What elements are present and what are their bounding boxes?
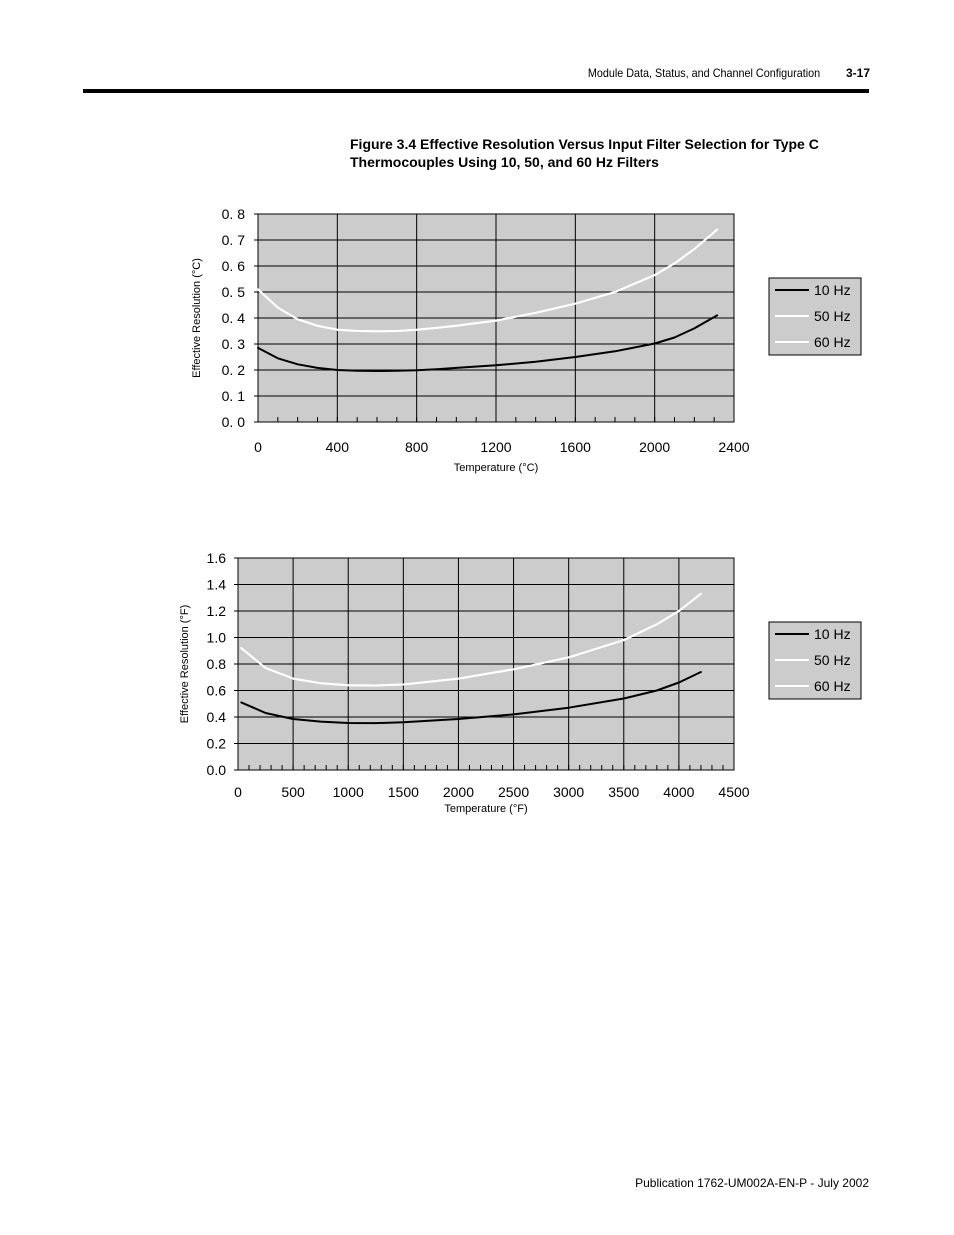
x-tick-label: 4000 [663,784,695,800]
legend [769,278,861,355]
x-tick-label: 2500 [497,784,530,800]
legend-label: 10 Hz [814,626,851,642]
x-tick-label: 400 [325,439,350,455]
y-tick-label: 0. 2 [221,362,245,378]
x-tick-label: 3500 [608,784,640,800]
legend-label: 60 Hz [814,678,851,694]
x-tick-label: 1600 [559,439,591,455]
x-axis-label: Temperature (°F) [444,803,528,815]
y-tick-label: 0.0 [206,762,226,778]
legend-label: 50 Hz [814,308,851,324]
y-tick-label: 0. 0 [221,414,245,430]
y-tick-label: 0.8 [206,656,226,672]
x-tick-label: 1200 [480,439,512,455]
y-tick-label: 0. 1 [221,388,245,404]
x-tick-label: 3000 [553,784,585,800]
y-tick-label: 0.6 [206,682,226,699]
figure-caption-line-1: Figure 3.4 Effective Resolution Versus Input Filter Selection for Type C [350,136,819,152]
y-axis-label: Effective Resolution (°F) [179,604,191,724]
x-tick-label: 2000 [442,784,475,800]
y-tick-label: 0. 3 [221,336,245,352]
y-tick-label: 0. 6 [221,258,245,274]
x-tick-label: 1000 [332,784,364,800]
page-number: 3-17 [846,66,871,80]
chart-1 [191,206,861,474]
y-tick-label: 1.0 [206,629,226,646]
y-tick-label: 0. 5 [221,284,245,300]
x-tick-label: 800 [404,439,429,455]
legend-label: 10 Hz [814,282,851,298]
legend [769,622,861,699]
x-tick-label: 0 [254,439,262,455]
y-tick-label: 1.2 [206,603,226,619]
chart-2 [179,550,861,815]
legend-label: 50 Hz [814,652,851,668]
x-tick-label: 2400 [718,439,750,455]
y-tick-label: 0. 8 [221,206,245,222]
legend-label: 60 Hz [814,334,851,350]
x-axis-label: Temperature (°C) [453,462,539,474]
footer-publication: Publication 1762-UM002A-EN-P - July 2002 [635,1176,869,1190]
figure-caption-line-2: Thermocouples Using 10, 50, and 60 Hz Filters [350,154,659,170]
x-tick-label: 500 [281,784,305,800]
y-tick-label: 0. 7 [221,232,245,248]
y-tick-label: 1.4 [206,576,226,593]
x-tick-label: 2000 [639,439,671,455]
y-tick-label: 0. 4 [221,310,245,326]
y-tick-label: 0.2 [206,735,226,752]
y-tick-label: 0.4 [206,709,226,725]
y-axis-label: Effective Resolution (°C) [191,258,203,378]
x-tick-label: 4500 [718,784,750,800]
x-tick-label: 1500 [387,784,419,800]
y-tick-label: 1.6 [206,550,226,566]
x-tick-label: 0 [234,784,242,800]
running-header-section: Module Data, Status, and Channel Configuration [587,66,820,80]
